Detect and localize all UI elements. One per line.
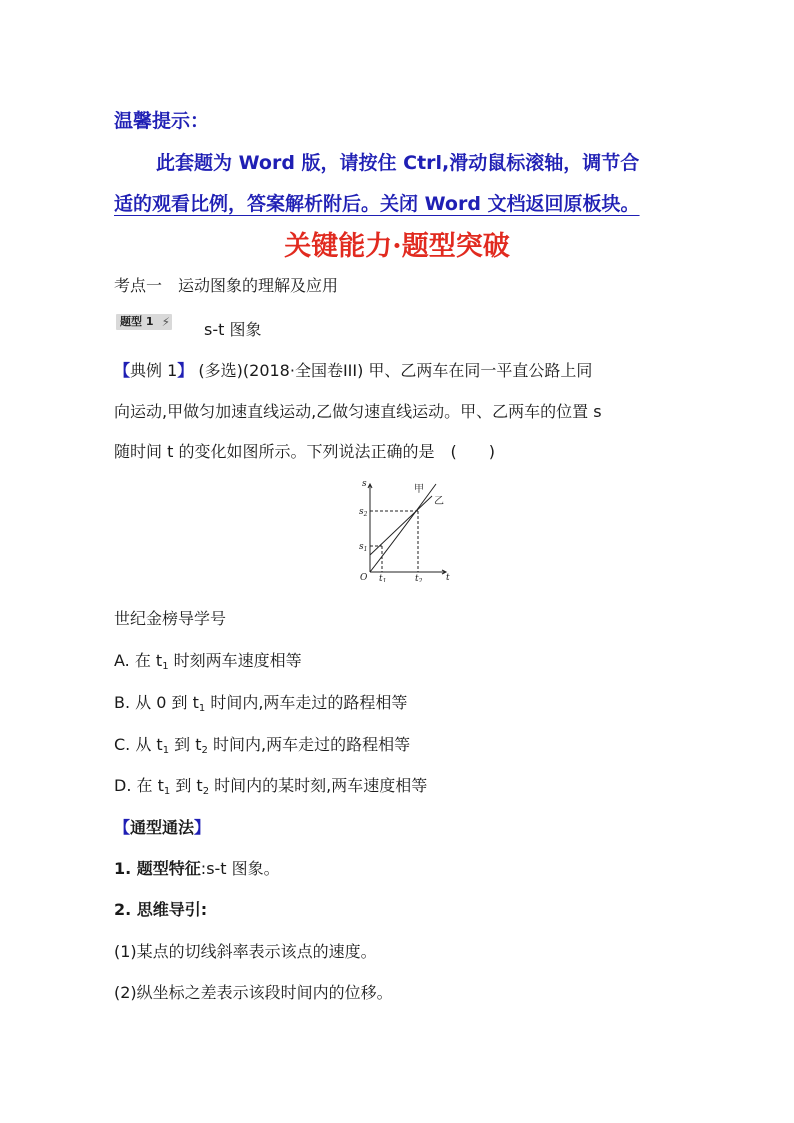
example-line-2: 向运动,甲做匀加速直线运动,乙做匀速直线运动。甲、乙两车的位置 s: [114, 402, 602, 421]
point-1: [114, 856, 280, 879]
method-heading-label: 通型通法: [130, 818, 195, 837]
option-b: B. 从 0 到 $t_1$ 时间内,两车走过的路程相等: [114, 693, 408, 714]
method-close-bracket: 】: [194, 818, 211, 837]
label-jia: 甲: [414, 484, 424, 495]
line-yi: [370, 496, 432, 555]
example-line-3: 随时间 t 的变化如图所示。下列说法正确的是 ( ): [114, 442, 495, 461]
page-title: 关键能力·题型突破: [284, 231, 510, 262]
point-2: 2. 思维导引:: [114, 900, 208, 919]
axis-y-label: s: [362, 479, 367, 489]
s1-label: $s_1$: [359, 542, 368, 553]
tip-line-2: 适的观看比例，答案解析附后。关闭 Word 文档返回原板块。: [114, 193, 640, 215]
t2-label: $t_2$: [415, 574, 423, 582]
example-open-bracket: 【: [114, 361, 131, 380]
point-1-text: :s-t 图象。: [200, 859, 280, 878]
option-a: A. 在 $t_1$ 时刻两车速度相等: [114, 651, 302, 672]
example-label: 典例 1: [130, 361, 178, 380]
question-type-badge: [116, 314, 172, 330]
curve-jia: [370, 484, 436, 572]
t1-label: $t_1$: [379, 574, 387, 582]
s-t-graph: [338, 478, 458, 586]
section-heading: 考点一 运动图象的理解及应用: [114, 276, 339, 295]
point-1-label: 1. 题型特征: [114, 859, 201, 878]
example-line-1: [114, 358, 592, 381]
origin-label: O: [360, 573, 368, 582]
axis-x-label: t: [446, 573, 450, 582]
option-d: D. 在 $t_1$ 到 $t_2$ 时间内的某时刻,两车速度相等: [114, 776, 428, 797]
method-heading: [114, 815, 210, 838]
tip-line-1: 此套题为 Word 版，请按住 Ctrl,滑动鼠标滚轴，调节合: [156, 152, 640, 174]
method-open-bracket: 【: [114, 818, 131, 837]
point-2-sub-1: (1)某点的切线斜率表示该点的速度。: [114, 942, 377, 961]
badge-label: 题型 1: [120, 315, 154, 328]
tip-title: 温馨提示：: [114, 110, 210, 132]
s2-label: $s_2$: [359, 507, 368, 518]
s-t-graph-svg: [338, 478, 458, 582]
label-yi: 乙: [434, 496, 444, 507]
point-2-sub-2: (2)纵坐标之差表示该段时间内的位移。: [114, 983, 393, 1002]
example-line-1-text: (多选)(2018·全国卷III) 甲、乙两车在同一平直公路上同: [198, 361, 593, 380]
option-c: C. 从 $t_1$ 到 $t_2$ 时间内,两车走过的路程相等: [114, 735, 411, 756]
source-note: 世纪金榜导学号: [114, 609, 227, 628]
lightning-icon: ⚡: [161, 315, 170, 329]
type-label: s-t 图象: [204, 320, 262, 339]
example-close-bracket: 】: [177, 361, 194, 380]
